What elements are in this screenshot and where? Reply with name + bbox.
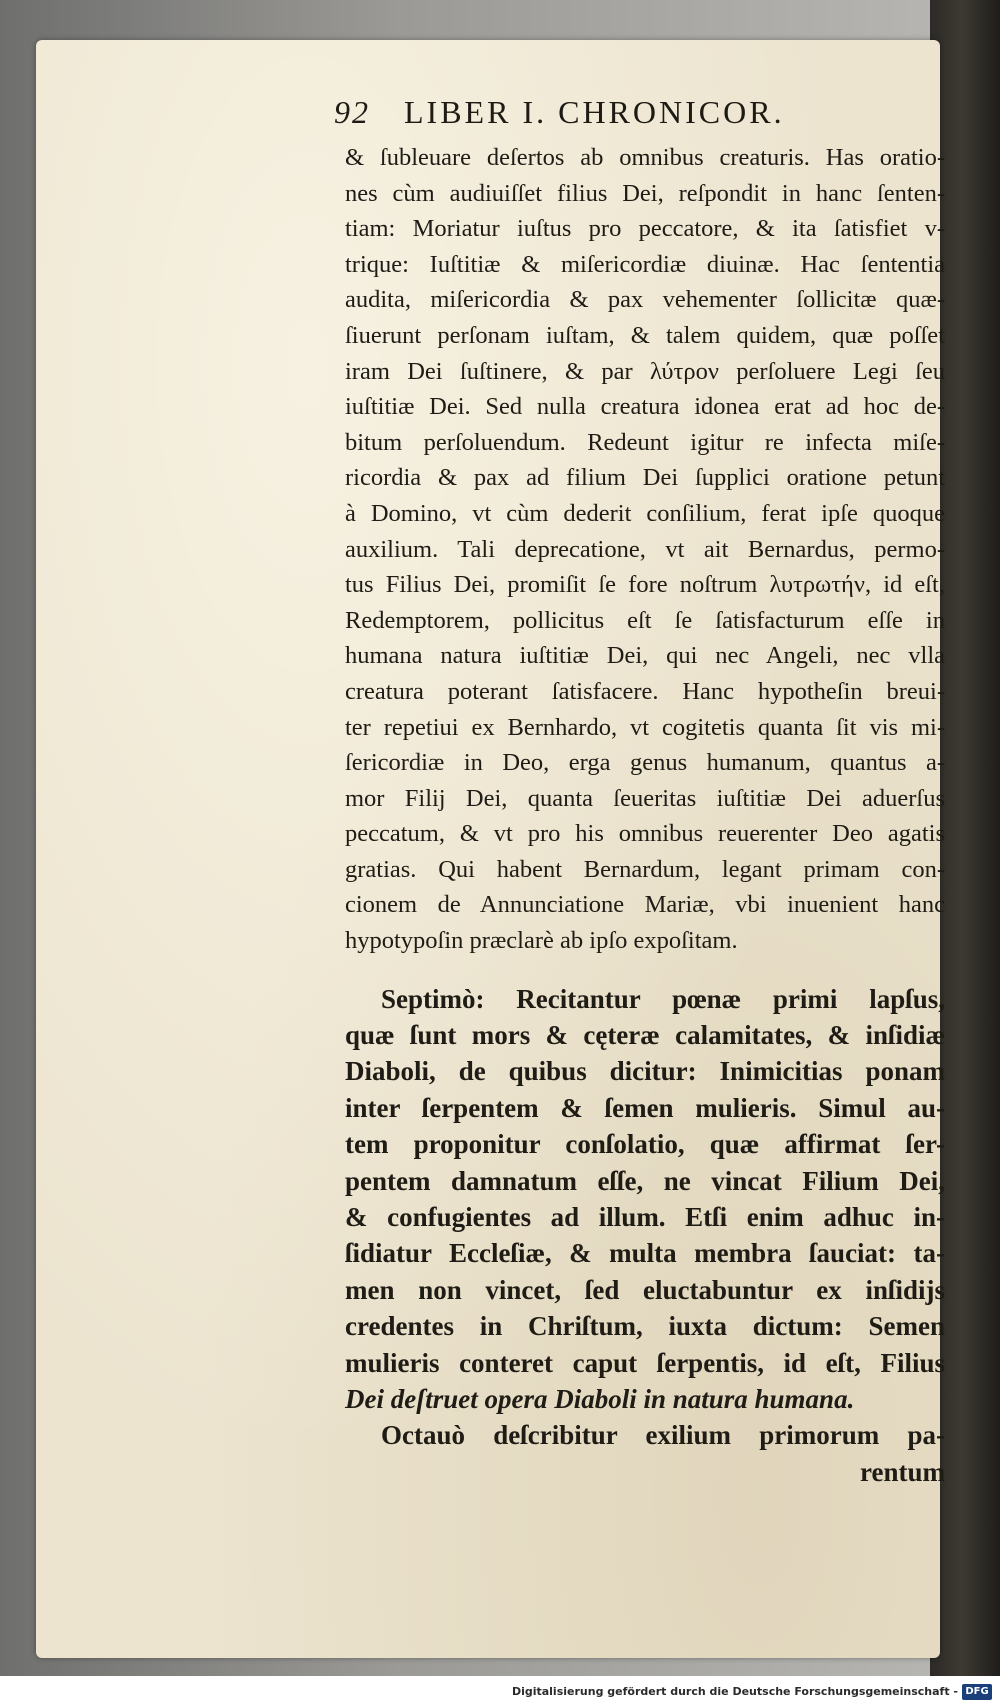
text-line: [345, 1417, 945, 1453]
text-line: inter ſerpentem & ſemen mulieris. Simul au-: [345, 1092, 945, 1123]
page-body: [345, 140, 945, 1490]
digitization-credit: Digitalisierung gefördert durch die Deutsche Forschungsgemeinschaft -: [511, 1685, 958, 1698]
paragraph-septimo: [345, 981, 945, 1418]
text-line: hypotypoſin præclarè ab ipſo expoſitam.: [345, 927, 738, 955]
text-line: peccatum, & vt pro his omnibus reuerenter Deo agatis: [345, 820, 945, 848]
text-line: mor Filij Dei, quanta ſeueritas iuſtitiæ Dei aduerſus: [345, 784, 945, 812]
text-line: & ſubleuare deſertos ab omnibus creaturis. Has oratio-: [345, 144, 945, 171]
text-line-content: Septimò: Recitantur pœnæ primi lapſus,: [381, 983, 945, 1014]
text-line: creatura poterant ſatisfacere. Hanc hypotheſin breui-: [345, 677, 945, 705]
text-line: pentem damnatum eſſe, ne vincat Filium Dei,: [345, 1165, 945, 1196]
text-line-content: Octauò deſcribitur exilium primorum pa-: [381, 1420, 945, 1451]
catchword: rentum: [860, 1456, 945, 1487]
text-line: credentes in Chriſtum, iuxta dictum: Semen: [345, 1311, 945, 1342]
text-line: gratias. Qui habent Bernardum, legant primam con-: [345, 855, 945, 883]
text-line: humana natura iuſtitiæ Dei, qui nec Angeli, nec vlla: [345, 642, 945, 670]
text-line: cionem de Annunciatione Mariæ, vbi inuenient hanc: [345, 891, 945, 919]
page-number: 92: [334, 94, 370, 130]
text-line: iuſtitiæ Dei. Sed nulla creatura idonea erat ad hoc de-: [345, 393, 945, 421]
text-line: auxilium. Tali deprecatione, vt ait Bernardus, permo-: [345, 535, 945, 563]
running-title: LIBER I. CHRONICOR.: [404, 94, 785, 130]
text-line: iram Dei ſuſtinere, & par λύτρον perſoluere Legi ſeu: [345, 357, 945, 385]
running-header: [334, 94, 914, 134]
dfg-logo-icon: DFG: [962, 1684, 992, 1700]
text-line: à Domino, vt cùm dederit conſilium, ferat ipſe quoque: [345, 499, 945, 527]
text-line: mulieris conteret caput ſerpentis, id eſt, Filius: [345, 1347, 945, 1378]
text-line: Diaboli, de quibus dicitur: Inimicitias ponam: [345, 1056, 945, 1087]
text-line: bitum perſoluendum. Redeunt igitur re infecta miſe-: [345, 428, 945, 456]
footer-bar: [0, 1676, 1000, 1706]
text-line: trique: Iuſtitiæ & miſericordiæ diuinæ. Hac ſententia: [345, 250, 945, 278]
text-line: nes cùm audiuiſſet filius Dei, reſpondit in hanc ſenten-: [345, 179, 945, 207]
text-line: ſericordiæ in Deo, erga genus humanum, quantus a-: [345, 749, 945, 777]
text-line: tem proponitur conſolatio, quæ affirmat ſer-: [345, 1129, 945, 1160]
paragraph-redemption: [345, 140, 945, 959]
text-line: quæ ſunt mors & cęteræ calamitates, & inſidiæ: [345, 1020, 945, 1051]
text-line: ricordia & pax ad filium Dei ſupplici oratione petunt: [345, 464, 945, 492]
text-line: [345, 981, 945, 1017]
text-line: ſiuerunt perſonam iuſtam, & talem quidem, quæ poſſet: [345, 321, 945, 349]
paragraph-octauo: [345, 1417, 945, 1490]
text-line: tiam: Moriatur iuſtus pro peccatore, & ita ſatisfiet v-: [345, 215, 945, 243]
text-line: Dei deſtruet opera Diaboli in natura humana.: [345, 1383, 855, 1414]
text-line: tus Filius Dei, promiſit ſe fore noſtrum λυτρωτήν, id eſt,: [345, 571, 945, 599]
text-line: audita, miſericordia & pax vehementer ſollicitæ quæ-: [345, 286, 945, 314]
text-line: Redemptorem, pollicitus eſt ſe ſatisfacturum eſſe in: [345, 606, 945, 634]
text-line: men non vincet, ſed eluctabuntur ex inſidijs: [345, 1274, 945, 1305]
text-line: & confugientes ad illum. Etſi enim adhuc in-: [345, 1202, 945, 1232]
text-line: ter repetiui ex Bernhardo, vt cogitetis quanta ſit vis mi-: [345, 713, 945, 741]
text-line: ſidiatur Eccleſiæ, & multa membra ſauciat: ta-: [345, 1238, 945, 1269]
